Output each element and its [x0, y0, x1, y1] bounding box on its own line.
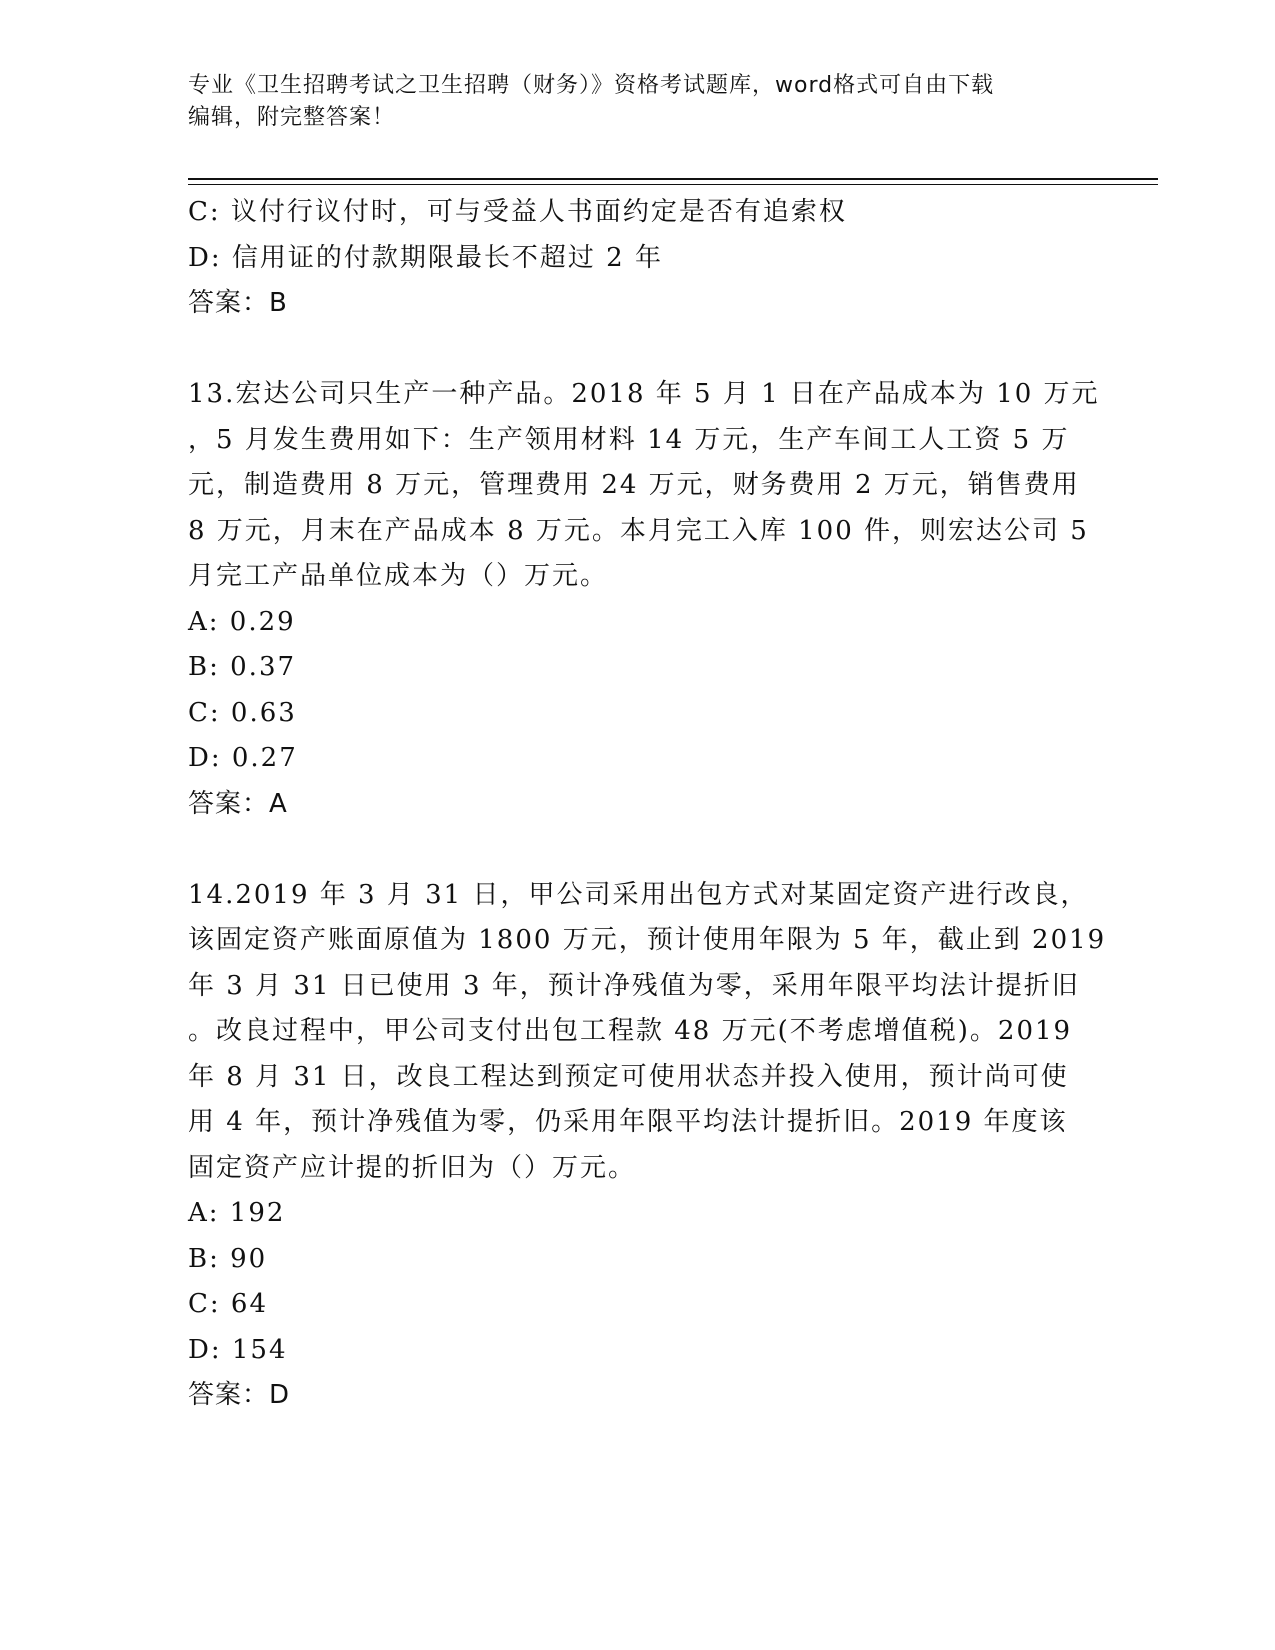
option-c: C: 0.63	[188, 697, 297, 728]
option-b: B: 0.37	[188, 652, 297, 682]
question-text-line: 13.宏达公司只生产一种产品。2018 年 5 月 1 日在产品成本为 10 万元	[188, 379, 1100, 409]
header-title-line-2: 编辑，附完整答案！	[188, 105, 396, 130]
option-c: C: 64	[188, 1289, 269, 1319]
question-text-line: 年 8 月 31 日，改良工程达到预定可使用状态并投入使用，预计尚可使	[188, 1061, 1069, 1092]
question-14	[188, 873, 1107, 1419]
question-13	[188, 372, 1100, 827]
header-title-line-1: 专业《卫生招聘考试之卫生招聘（财务）》资格考试题库，word格式可自由下载	[188, 73, 995, 98]
answer-line: 答案：D	[188, 1380, 291, 1410]
option-a: A: 192	[188, 1198, 286, 1228]
question-text-line: 用 4 年，预计净残值为零，仍采用年限平均法计提折旧。2019 年度该	[188, 1107, 1068, 1137]
question-text-line: 14.2019 年 3 月 31 日，甲公司采用出包方式对某固定资产进行改良，	[188, 879, 1089, 910]
answer-line: 答案：B	[188, 288, 288, 318]
option-b: B: 90	[188, 1243, 268, 1274]
spacer	[188, 827, 1088, 873]
header-divider-thick	[188, 178, 1158, 180]
option-d: D: 154	[188, 1334, 288, 1365]
spacer	[188, 327, 1088, 373]
previous-question-continuation	[188, 190, 1088, 327]
question-text-line: 元，制造费用 8 万元，管理费用 24 万元，财务费用 2 万元，销售费用	[188, 470, 1080, 500]
header-divider-thin	[188, 184, 1158, 185]
page-header	[188, 70, 1088, 134]
option-d: D: 信用证的付款期限最长不超过 2 年	[188, 242, 663, 273]
question-text-line: 该固定资产账面原值为 1800 万元，预计使用年限为 5 年，截止到 2019	[188, 925, 1107, 955]
option-a: A: 0.29	[188, 606, 296, 637]
option-c: C: 议付行议付时，可与受益人书面约定是否有追索权	[188, 197, 847, 227]
answer-line: 答案：A	[188, 788, 288, 819]
question-text-line: 月完工产品单位成本为（）万元。	[188, 561, 609, 591]
question-text-line: 8 万元，月末在产品成本 8 万元。本月完工入库 100 件，则宏达公司 5	[188, 515, 1089, 546]
question-text-line: 年 3 月 31 日已使用 3 年，预计净残值为零，采用年限平均法计提折旧	[188, 970, 1080, 1001]
question-text-line: 固定资产应计提的折旧为（）万元。	[188, 1152, 637, 1183]
document-body	[188, 190, 1107, 1419]
question-text-line: ，5 月发生费用如下：生产领用材料 14 万元，生产车间工人工资 5 万	[188, 424, 1070, 455]
option-d: D: 0.27	[188, 743, 298, 773]
question-text-line: 。改良过程中，甲公司支付出包工程款 48 万元(不考虑增值税)。2019	[188, 1016, 1073, 1046]
